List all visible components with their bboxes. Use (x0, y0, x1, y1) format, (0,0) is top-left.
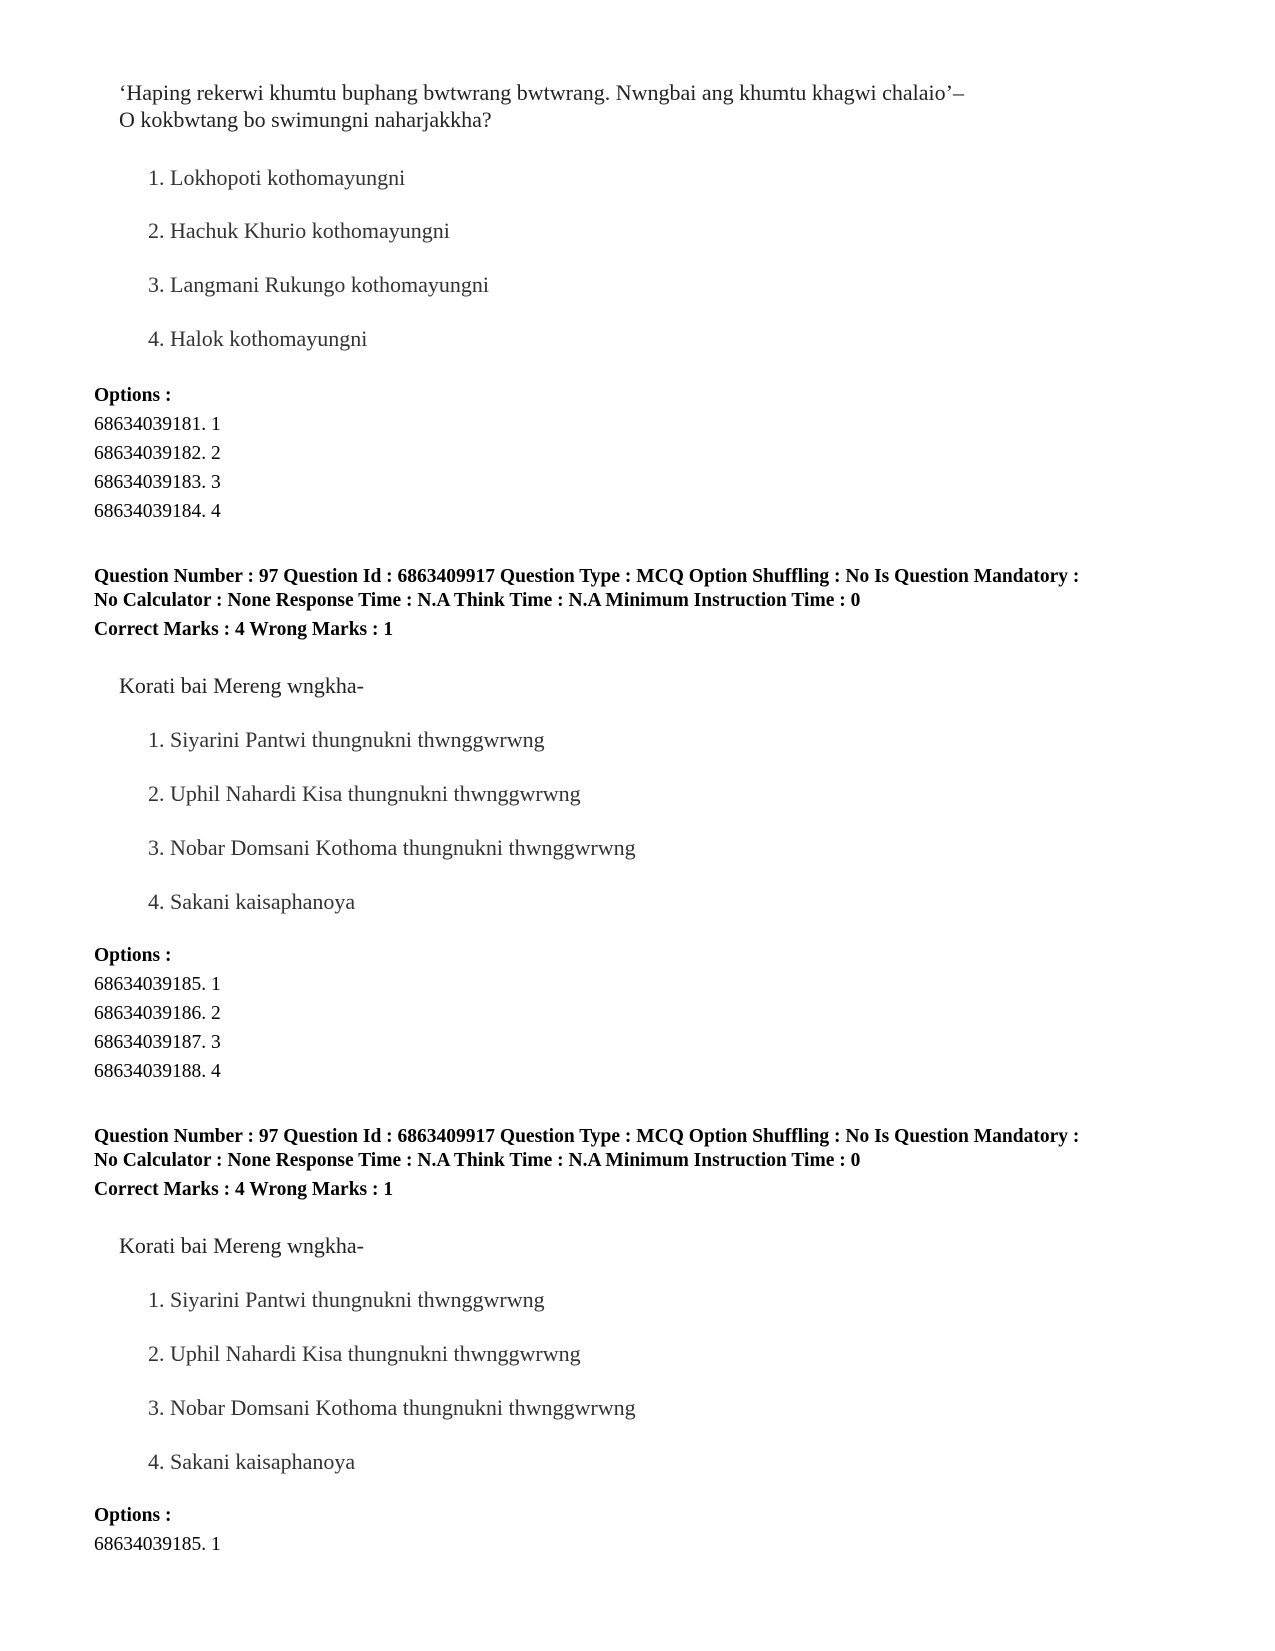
choice-item: 2. Uphil Nahardi Kisa thungnukni thwnggwrwng (148, 1341, 581, 1366)
question-stem-line-2: O kokbwtang bo swimungni naharjakkha? (119, 107, 492, 132)
option-id: 68634039188. 4 (94, 1061, 221, 1082)
option-id: 68634039184. 4 (94, 501, 221, 522)
option-id: 68634039181. 1 (94, 414, 221, 435)
question-marks: Correct Marks : 4 Wrong Marks : 1 (94, 1179, 394, 1200)
options-label: Options : (94, 385, 172, 406)
choice-item: 3. Langmani Rukungo kothomayungni (148, 272, 489, 297)
question-stem: Korati bai Mereng wngkha- (119, 673, 364, 698)
question-meta-line-1: Question Number : 97 Question Id : 6863409917 Question Type : MCQ Option Shuffling : No Is Question Mandatory : (94, 566, 1080, 587)
option-id: 68634039182. 2 (94, 443, 221, 464)
choice-item: 4. Sakani kaisaphanoya (148, 1449, 356, 1474)
option-id: 68634039185. 1 (94, 1534, 221, 1555)
question-marks: Correct Marks : 4 Wrong Marks : 1 (94, 619, 394, 640)
question-stem: Korati bai Mereng wngkha- (119, 1233, 364, 1258)
choice-item: 4. Sakani kaisaphanoya (148, 889, 356, 914)
choice-item: 3. Nobar Domsani Kothoma thungnukni thwnggwrwng (148, 835, 636, 860)
choice-item: 2. Hachuk Khurio kothomayungni (148, 218, 450, 243)
option-id: 68634039186. 2 (94, 1003, 221, 1024)
question-meta-line-2: No Calculator : None Response Time : N.A Think Time : N.A Minimum Instruction Time : 0 (94, 1150, 861, 1171)
question-meta-line-1: Question Number : 97 Question Id : 6863409917 Question Type : MCQ Option Shuffling : No Is Question Mandatory : (94, 1126, 1080, 1147)
option-id: 68634039187. 3 (94, 1032, 221, 1053)
option-id: 68634039183. 3 (94, 472, 221, 493)
choice-item: 1. Siyarini Pantwi thungnukni thwnggwrwng (148, 1287, 545, 1312)
choice-item: 3. Nobar Domsani Kothoma thungnukni thwnggwrwng (148, 1395, 636, 1420)
choice-item: 4. Halok kothomayungni (148, 326, 368, 351)
options-label: Options : (94, 945, 172, 966)
choice-item: 2. Uphil Nahardi Kisa thungnukni thwnggwrwng (148, 781, 581, 806)
question-meta-line-2: No Calculator : None Response Time : N.A Think Time : N.A Minimum Instruction Time : 0 (94, 590, 861, 611)
option-id: 68634039185. 1 (94, 974, 221, 995)
question-stem-line-1: ‘Haping rekerwi khumtu buphang bwtwrang bwtwrang. Nwngbai ang khumtu khagwi chalaio’– (119, 80, 964, 105)
options-label: Options : (94, 1505, 172, 1526)
choice-item: 1. Siyarini Pantwi thungnukni thwnggwrwng (148, 727, 545, 752)
choice-item: 1. Lokhopoti kothomayungni (148, 165, 406, 190)
